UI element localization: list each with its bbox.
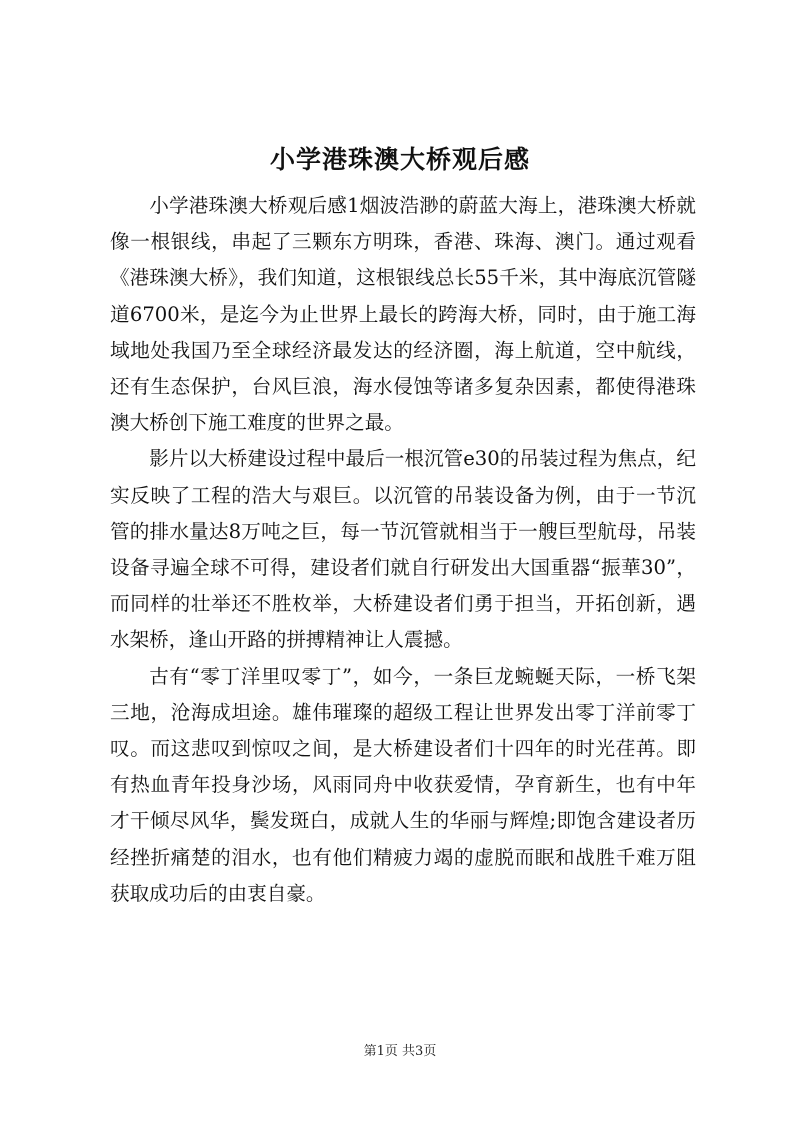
page-footer: 第1页 共3页 [363, 1044, 437, 1059]
paragraph-2: 影片以大桥建设过程中最后一根沉管e30的吊装过程为焦点，纪实反映了工程的浩大与艰巨。以沉管的吊装设备为例，由于一节沉管的排水量达8万吨之巨，每一节沉管就相当于一艘巨型航母，吊装设备寻遍全球不可得，建设者们就自行研发出大国重器“振華30”，而同样的壮举还不胜枚举，大桥建设者们勇于担当，开拓创新，遇水架桥，逢山开路的拼搏精神让人震撼。 [110, 447, 696, 652]
paragraph-1: 小学港珠澳大桥观后感1烟波浩渺的蔚蓝大海上，港珠澳大桥就像一根银线，串起了三颗东方明珠，香港、珠海、澳门。通过观看《港珠澳大桥》，我们知道，这根银线总长55千米，其中海底沉管隧道6700米，是迄今为止世界上最长的跨海大桥，同时，由于施工海域地处我国乃至全球经济最发达的经济圈，海上航道，空中航线，还有生态保护，台风巨浪，海水侵蚀等诸多复杂因素，都使得港珠澳大桥创下施工难度的世界之最。 [110, 194, 696, 435]
document-body [110, 188, 696, 912]
paragraph-3: 古有“零丁洋里叹零丁”，如今，一条巨龙蜿蜒天际，一桥飞架三地，沧海成坦途。雄伟璀璨的超级工程让世界发出零丁洋前零丁叹。而这悲叹到惊叹之间，是大桥建设者们十四年的时光荏苒。即有热血青年投身沙场，风雨同舟中收获爱情，孕育新生，也有中年才干倾尽风华，鬓发斑白，成就人生的华丽与辉煌;即饱含建设者历经挫折痛楚的泪水，也有他们精疲力竭的虚脱而眠和战胜千难万阻获取成功后的由衷自豪。 [110, 664, 696, 905]
document-title: 小学港珠澳大桥观后感 [269, 145, 530, 174]
